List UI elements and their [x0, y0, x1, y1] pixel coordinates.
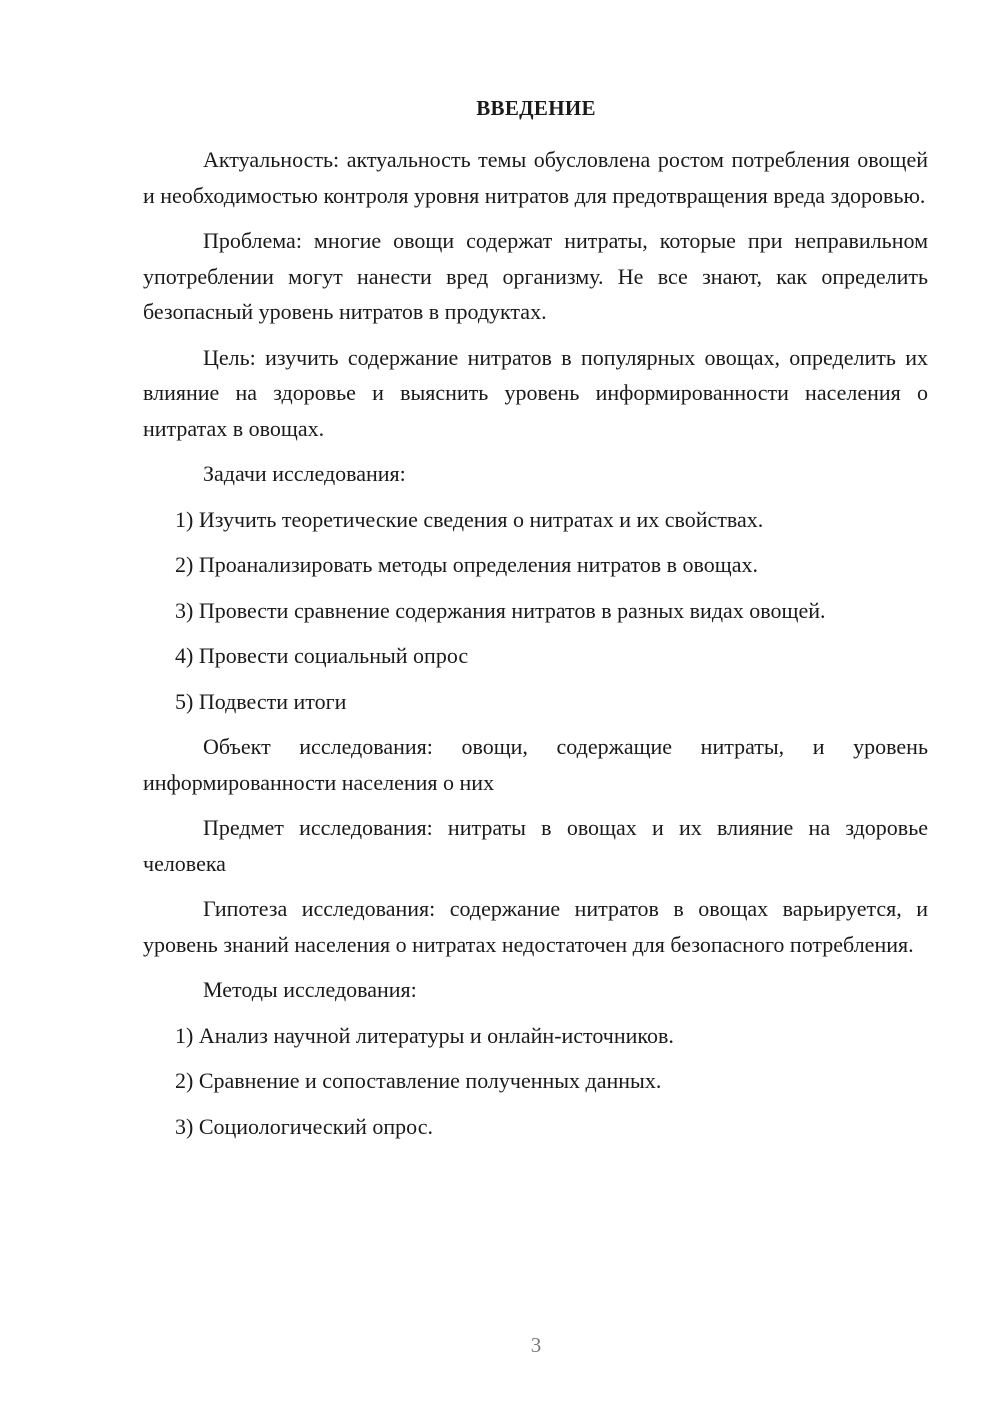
list-item: 1) Анализ научной литературы и онлайн-источников. [175, 1022, 674, 1048]
paragraph-subject: Предмет исследования: нитраты в овощах и их влияние на здоровье человека [143, 815, 928, 876]
methods-list [143, 1018, 928, 1145]
document-body [143, 142, 928, 1154]
paragraph-hypothesis: Гипотеза исследования: содержание нитратов в овощах варьируется, и уровень знаний населения о нитратах недостаточен для безопасного потребления. [143, 896, 928, 957]
tasks-heading: Задачи исследования: [203, 461, 406, 486]
methods-heading: Методы исследования: [203, 977, 417, 1002]
page-number: 3 [530, 1333, 542, 1357]
list-item: 2) Проанализировать методы определения нитратов в овощах. [175, 552, 758, 577]
page-title: ВВЕДЕНИЕ [476, 96, 596, 120]
paragraph-problem: Проблема: многие овощи содержат нитраты, которые при неправильном употреблении могут нанести вред организму. Не все знают, как определить безопасный уровень нитратов в продуктах. [143, 228, 928, 324]
tasks-list [143, 502, 928, 720]
list-item: 1) Изучить теоретические сведения о нитратах и их свойствах. [175, 506, 764, 532]
paragraph-relevance: Актуальность: актуальность темы обусловлена ростом потребления овощей и необходимостью контроля уровня нитратов для предотвращения вреда здоровью. [143, 147, 928, 208]
list-item: 4) Провести социальный опрос [175, 643, 469, 668]
list-item: 5) Подвести итоги [175, 688, 347, 714]
paragraph-goal: Цель: изучить содержание нитратов в популярных овощах, определить их влияние на здоровье и выяснить уровень информированности населения о нитратах в овощах. [143, 344, 928, 441]
paragraph-object: Объект исследования: овощи, содержащие нитраты, и уровень информированности населения о них [143, 734, 928, 795]
list-item: 3) Провести сравнение содержания нитратов в разных видах овощей. [175, 597, 826, 623]
list-item: 3) Социологический опрос. [175, 1113, 433, 1139]
list-item: 2) Сравнение и сопоставление полученных данных. [175, 1068, 662, 1093]
